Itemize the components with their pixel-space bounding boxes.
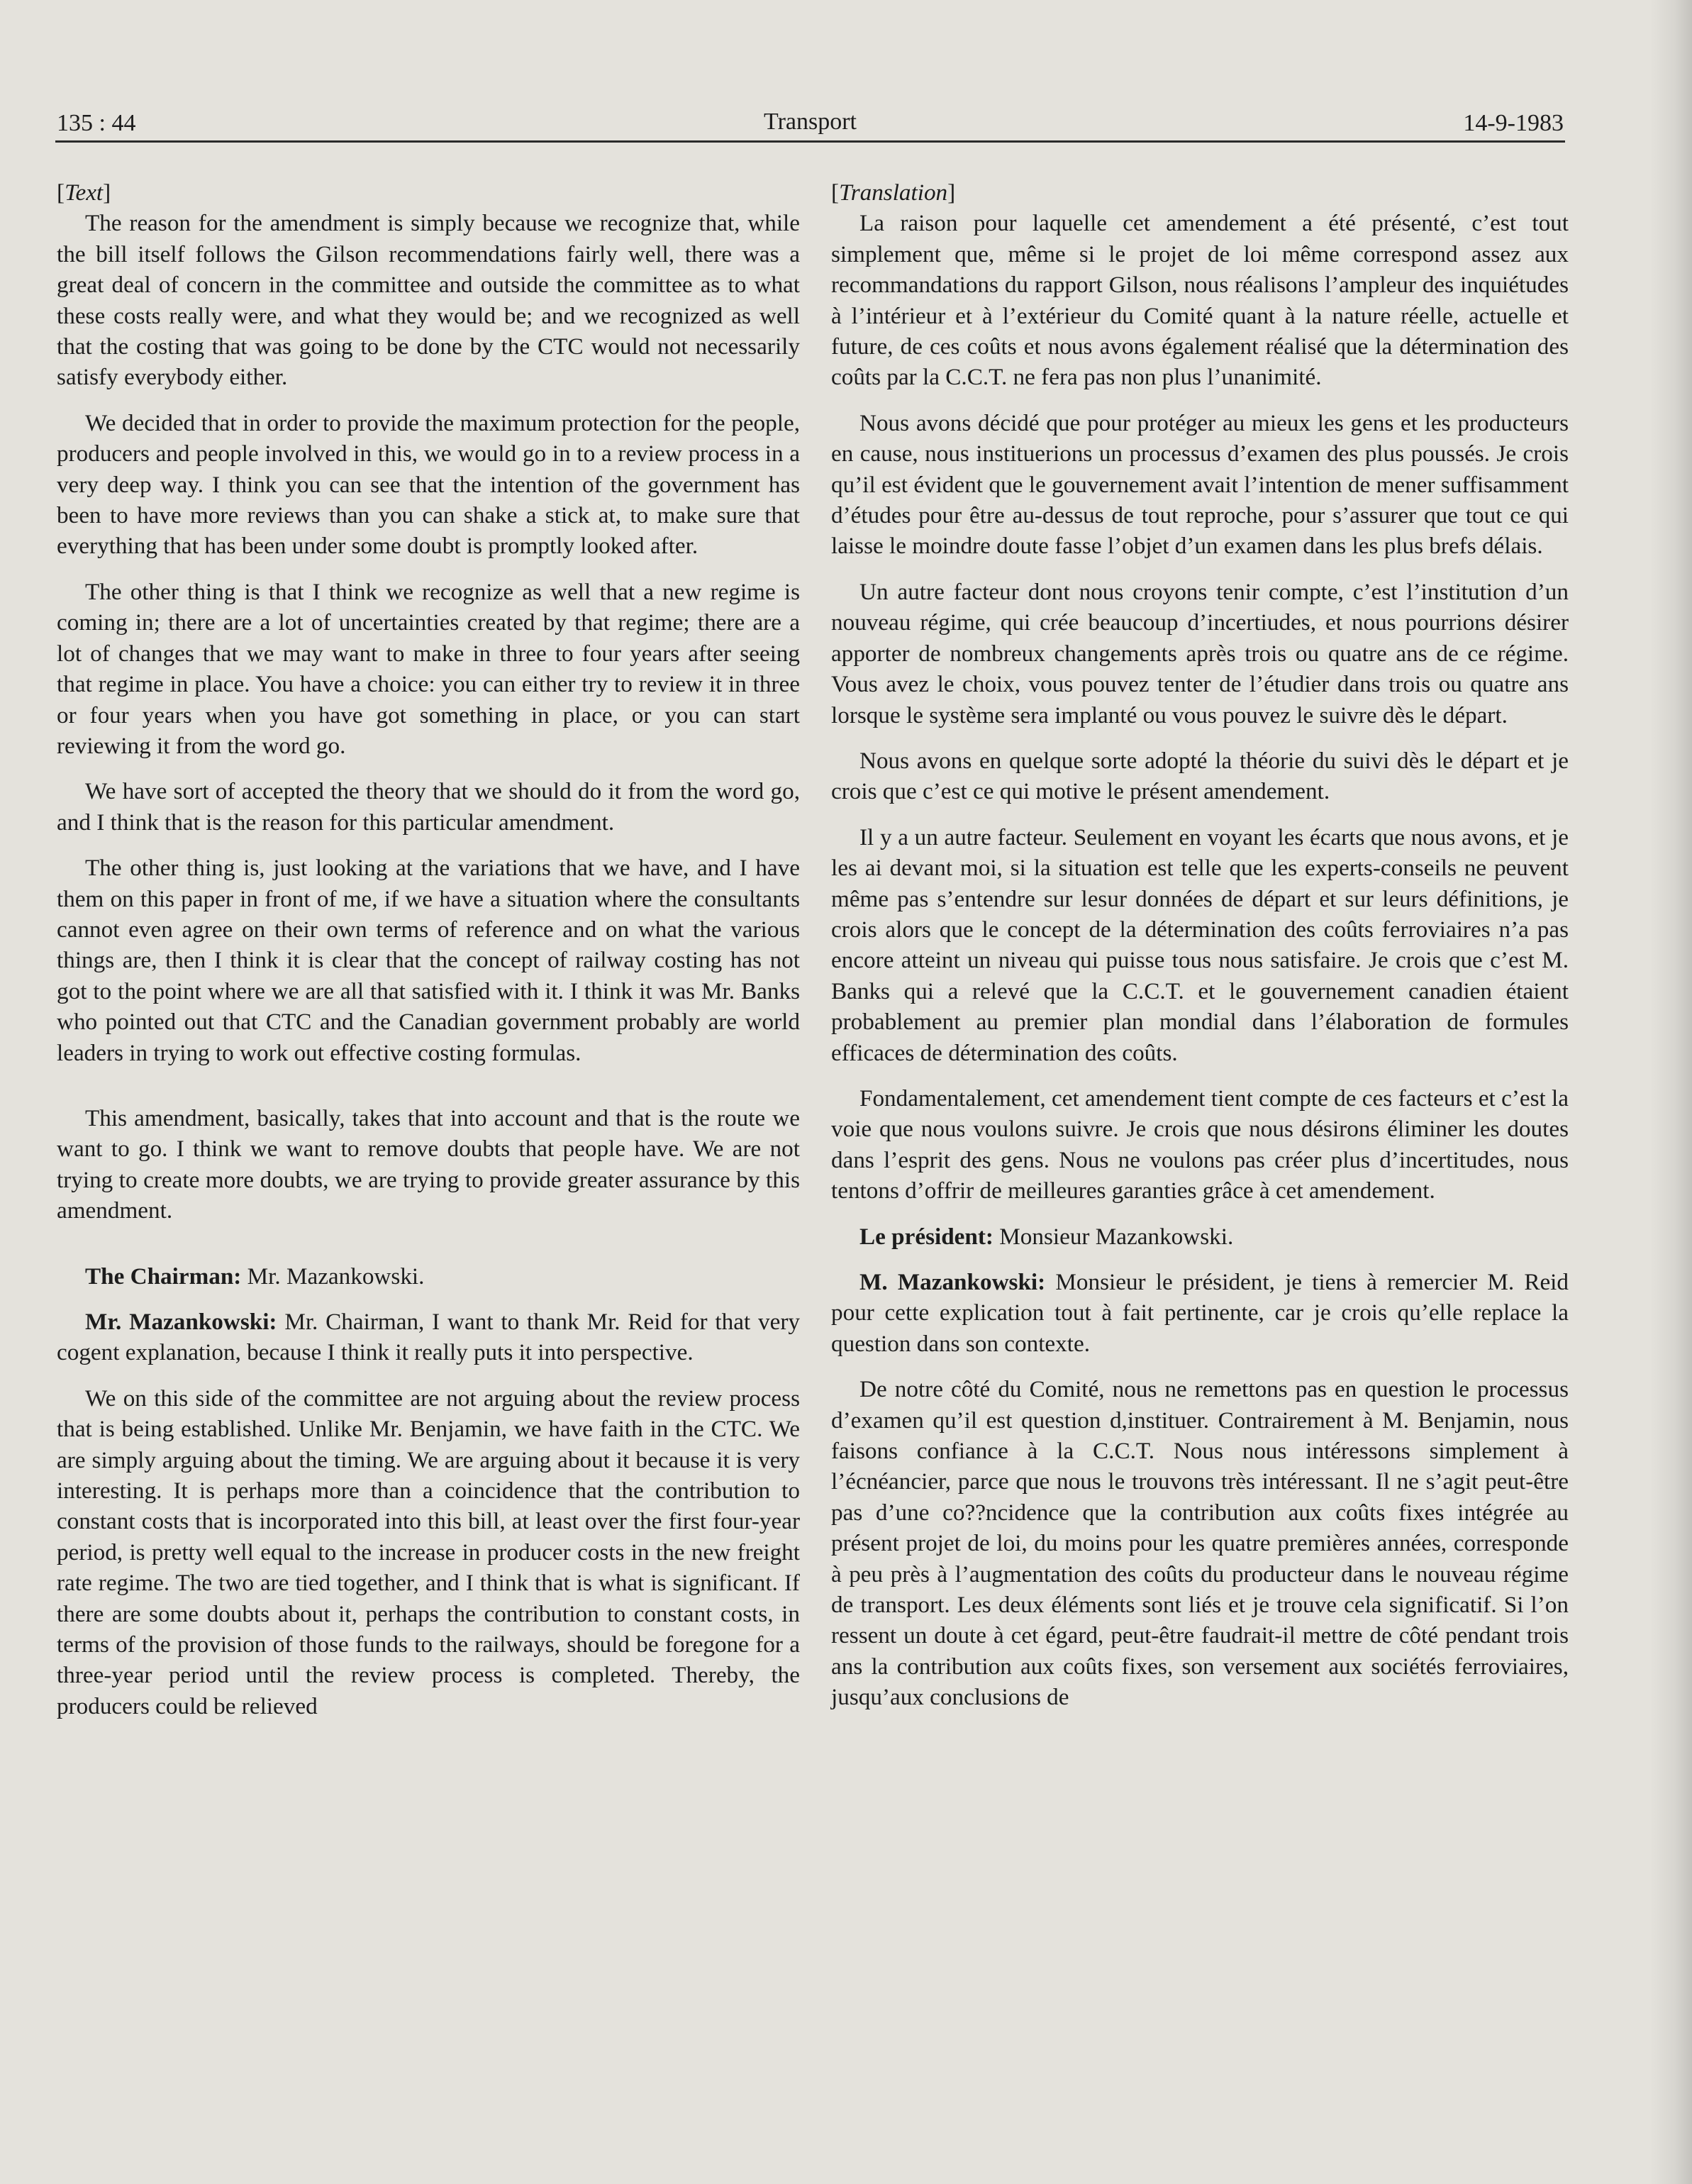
- speaker-name: The Chairman:: [85, 1263, 242, 1290]
- paragraph: Nous avons en quelque sorte adopté la théorie du suivi dès le départ et je crois que c’est ce qui motive le présent amendement.: [831, 747, 1569, 805]
- paragraph: Il y a un autre facteur. Seulement en voyant les écarts que nous avons, et je les ai devant moi, si la situation est telle que les experts-conseils ne peuvent même pas s’entendre sur lesur données de départ et sur leurs définitions, je crois alors que le concept de la détermination des coûts ferroviaires n’a pas encore atteint un niveau qui puisse tous nous satisfaire. Je crois que c’est M. Banks qui a relevé que la C.C.T. et le gouvernement canadien étaient probablement au premier plan mondial dans l’élaboration de formules efficaces de détermination des coûts.: [831, 824, 1569, 1066]
- speaker-paragraph: [831, 1221, 1569, 1252]
- label-text: Translation: [839, 179, 948, 206]
- label-close-bracket: ]: [103, 179, 111, 206]
- speaker-text: Mr. Mazankowski.: [241, 1263, 425, 1290]
- paragraph: The other thing is, just looking at the variations that we have, and I have them on this paper in front of me, if we have a situation where the consultants cannot even agree on their own terms of reference and on what the various things are, then I think it is clear that the concept of railway costing has not got to the point where we are all that satisfied with it. I think it was Mr. Banks who pointed out that CTC and the Canadian government probably are world leaders in trying to work out effective costing formulas.: [57, 855, 800, 1066]
- section-label: [57, 177, 800, 208]
- speaker-name: M. Mazankowski:: [859, 1269, 1046, 1295]
- label-close-bracket: ]: [947, 179, 956, 206]
- paragraph: De notre côté du Comité, nous ne remettons pas en question le processus d’examen qu’il est question d,instituer. Contrairement à M. Benjamin, nous faisons confiance à la C.C.T. Nous nous intéressons simplement à l’écnéancier, parce que nous le trouvons très intéressant. Il ne s’agit peut-être pas d’une co??ncidence que la contribution aux coûts fixes intégrée au présent projet de loi, du moins pour les quatre premières années, corresponde à peu près à l’augmentation des coûts du producteur dans le nouveau régime de transport. Les deux éléments sont liés et je trouve cela significatif. Si l’on ressent un doute à cet égard, peut-être faudrait-il mettre de côté pendant trois ans la contribution aux coûts fixes, son versement aux sociétés ferroviaires, jusqu’aux conclusions de: [831, 1376, 1569, 1711]
- spacer: [57, 1083, 800, 1103]
- page-edge-shadow: [1649, 0, 1692, 2184]
- paragraph: We have sort of accepted the theory that we should do it from the word go, and I think that is the reason for this particular amendment.: [57, 778, 800, 836]
- speaker-paragraph: [57, 1261, 800, 1292]
- label-open-bracket: [: [57, 179, 65, 206]
- spacer: [57, 1241, 800, 1261]
- speaker-name: Le président:: [859, 1223, 994, 1250]
- paragraph: Un autre facteur dont nous croyons tenir compte, c’est l’institution d’un nouveau régime, qui crée beaucoup d’incertiudes, et nous pourrions désirer apporter de nombreux changements après trois ou quatre ans de ce régime. Vous avez le choix, vous pouvez tenter de l’étudier dans trois ou quatre ans lorsque le système sera implanté ou vous pouvez le suivre dès le départ.: [831, 578, 1569, 728]
- paragraph: The reason for the amendment is simply because we recognize that, while the bill itself follows the Gilson recommendations fairly well, there was a great deal of concern in the committee and outside the committee as to what these costs really were, and what they would be; and we recognized as well that the costing that was going to be done by the CTC would not necessarily satisfy everybody either.: [57, 210, 800, 391]
- speaker-text: Monsieur Mazankowski.: [993, 1223, 1234, 1250]
- french-column: [831, 177, 1569, 1728]
- paragraph: We decided that in order to provide the maximum protection for the people, producers and people involved in this, we would go in to a review process in a very deep way. I think you can see that the intention of the government has been to have more reviews than you can shake a stick at, to make sure that everything that has been under some doubt is promptly looked after.: [57, 409, 800, 560]
- speaker-name: Mr. Mazankowski:: [85, 1309, 277, 1335]
- page-header: [57, 105, 1564, 142]
- section-label: [831, 177, 1569, 208]
- speaker-text: Mr. Chairman, I want to thank Mr. Reid for that very cogent explanation, because I think it really puts it into perspective.: [57, 1309, 800, 1366]
- speaker-text: Monsieur le président, je tiens à remercier M. Reid pour cette explication tout à fait pertinente, car je crois qu’elle replace la question dans son contexte.: [831, 1269, 1569, 1357]
- paragraph: La raison pour laquelle cet amendement a été présenté, c’est tout simplement que, même si le projet de loi même correspond assez aux recommandations du rapport Gilson, nous réalisons l’ampleur des inquiétudes à l’intérieur et à l’extérieur du Comité quant à la nature réelle, actuelle et future, de ces coûts et nous avons également réalisé que la détermination des coûts par la C.C.T. ne fera pas non plus l’unanimité.: [831, 210, 1569, 391]
- paragraph: We on this side of the committee are not arguing about the review process that is being established. Unlike Mr. Benjamin, we have faith in the CTC. We are simply arguing about the timing. We are arguing about it because it is very interesting. It is perhaps more than a coincidence that the contribution to constant costs that is incorporated into this bill, at least over the first four-year period, is pretty well equal to the increase in producer costs in the new freight rate regime. The two are tied together, and I think that is what is significant. If there are some doubts about it, perhaps the contribution to constant costs, in terms of the provision of those funds to the railways, should be foregone for a three-year period until the review process is completed. Thereby, the producers could be relieved: [57, 1385, 800, 1719]
- paragraph: The other thing is that I think we recognize as well that a new regime is coming in; there are a lot of uncertainties created by that regime; there are a lot of changes that we may want to make in three to four years after seeing that regime in place. You have a choice: you can either try to review it in three or four years when you have got something in place, or you can start reviewing it from the word go.: [57, 578, 800, 759]
- header-title: Transport: [764, 109, 857, 135]
- speaker-paragraph: [831, 1267, 1569, 1359]
- page-reference: 135 : 44: [57, 110, 136, 136]
- paragraph: Nous avons décidé que pour protéger au mieux les gens et les producteurs en cause, nous instituerions un processus d’examen des plus poussés. Je crois qu’il est évident que le gouvernement avait l’intention de mener suffisamment d’études pour être au-dessus de tout reproche, pour s’assurer que tout ce qui laisse le moindre doute fasse l’objet d’un examen dans les plus brefs délais.: [831, 409, 1569, 560]
- paragraph: Fondamentalement, cet amendement tient compte de ces facteurs et c’est la voie que nous voulons suivre. Je crois que nous désirons éliminer les doutes dans l’esprit des gens. Nous ne voulons pas créer plus d’incertitudes, nous tentons d’offrir de meilleures garanties grâce à cet amendement.: [831, 1085, 1569, 1204]
- speaker-paragraph: [57, 1307, 800, 1368]
- header-rule: [55, 140, 1565, 143]
- english-column: [57, 177, 800, 1736]
- label-text: Text: [65, 179, 104, 206]
- label-open-bracket: [: [831, 179, 840, 206]
- paragraph: This amendment, basically, takes that into account and that is the route we want to go. I think we want to remove doubts that people have. We are not trying to create more doubts, we are trying to provide greater assurance by this amendment.: [57, 1104, 800, 1224]
- header-date: 14-9-1983: [1463, 110, 1564, 136]
